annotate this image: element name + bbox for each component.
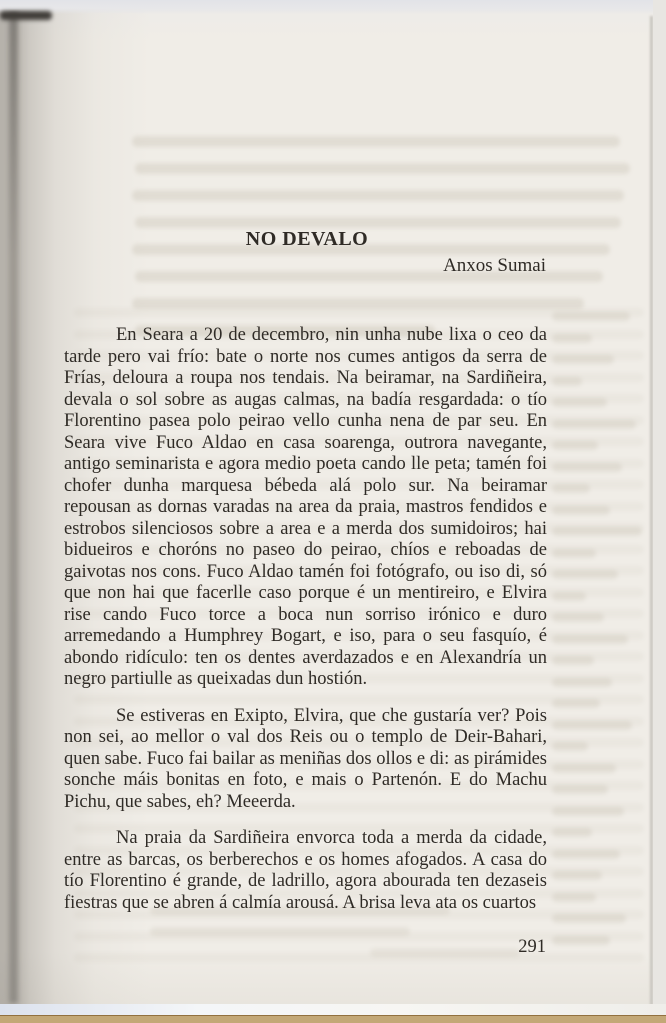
page-right-margin-edge xyxy=(653,0,666,1015)
story-text xyxy=(64,325,547,929)
story-title: NO DEVALO xyxy=(245,228,369,250)
book-spine-shadow xyxy=(9,10,18,1003)
page-top-edge xyxy=(0,0,666,14)
table-surface-strip xyxy=(0,1015,666,1023)
page-number: 291 xyxy=(518,937,546,957)
story-author: Anxos Sumai xyxy=(443,255,546,276)
paragraph: En Seara a 20 de decembro, nin unha nube lixa o ceo da tarde pero vai frío: bate o norte nos cumes antigos da serra de Frías, deloura a roupa nos tendais. Na beiramar, na Sardiñeira, devala o sol sobre as augas calmas, na badía resgardada: o tío Florentino pasea polo peirao vello cunha nena de par seu. En Seara vive Fuco Aldao en casa soarenga, outrora navegante, antigo seminarista e agora medio poeta cando lle peta; tamén foi chofer dunha marquesa bébeda alá polo sur. Na beiramar repousan as dornas varadas na area da praia, mastros fendidos e estrobos silenciosos sobre a area e a merda dos sumidoiros; hai bidueiros e choróns no paseo do peirao, chíos e reboadas de gaivotas nos cons. Fuco Aldao tamén foi fotógrafo, ou iso di, só que non hai que facerlle caso porque é un mentireiro, e Elvira rise cando Fuco torce a boca nun sorriso irónico e duro arremedando a Humphrey Bogart, e iso, para o seu fasquío, é abondo ridículo: ten os dentes averdazados e en Alexandría un negro partiulle as queixadas dun hostión. xyxy=(64,325,547,689)
paragraph: Na praia da Sardiñeira envorca toda a merda da cidade, entre as barcas, os berberechos e os homes afogados. A casa do tío Florentino é grande, de ladrillo, agora abourada ten dezaseis fiestras que se abren á calmía arousá. A brisa leva ata os cuartos xyxy=(64,828,547,913)
paragraph: Se estiveras en Exipto, Elvira, que che gustaría ver? Pois non sei, ao mellor o val dos Reis ou o templo de Deir-Bahari, quen sabe. Fuco fai bailar as meniñas dos ollos e di: as pirámides sonche máis bonitas en foto, e mais o Partenón. E do Machu Pichu, que sabes, eh? Meeerda. xyxy=(64,705,547,812)
spine-dark-mark xyxy=(0,11,52,20)
